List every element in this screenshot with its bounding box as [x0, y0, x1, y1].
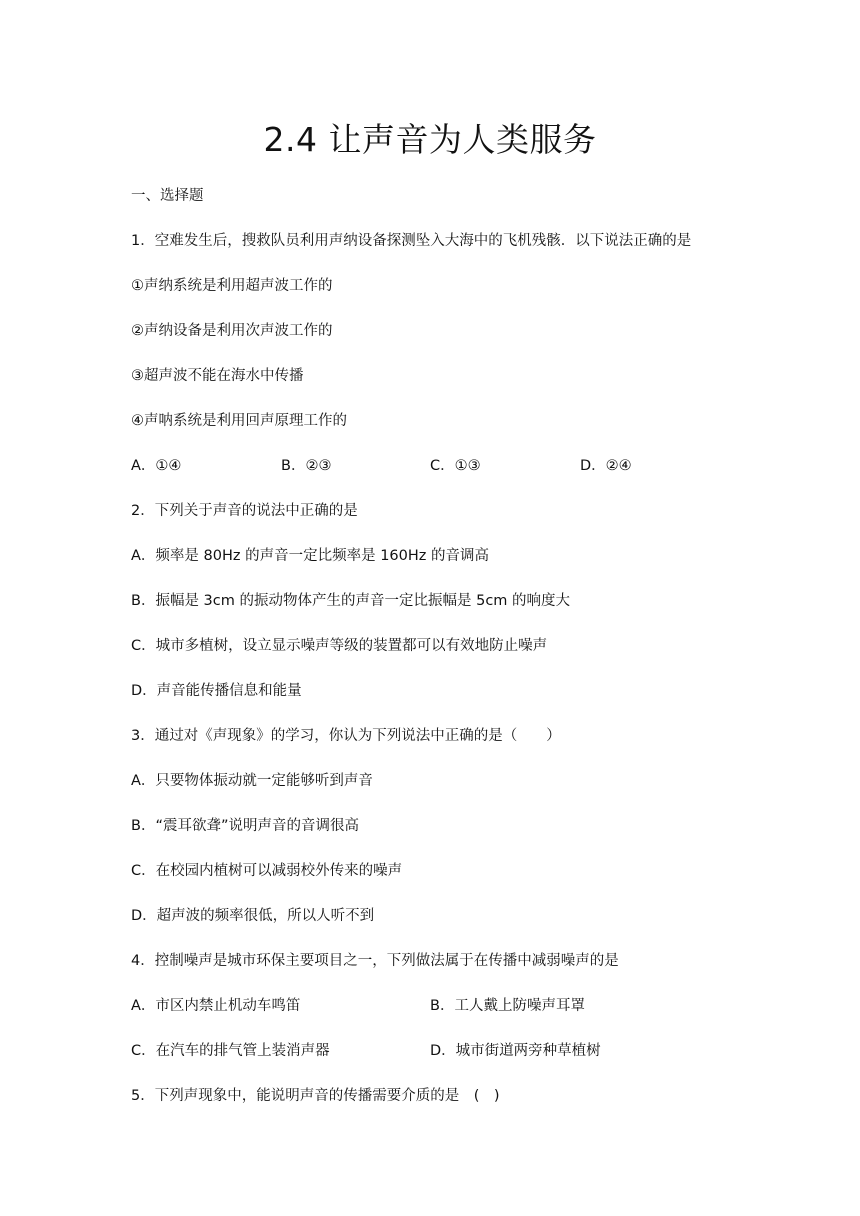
page-title: 2.4 让声音为人类服务 — [263, 120, 597, 159]
question-2-stem: 2．下列关于声音的说法中正确的是 — [131, 503, 358, 519]
question-3-option-d: D．超声波的频率很低，所以人听不到 — [131, 908, 375, 924]
question-1-statement-4: ④声呐系统是利用回声原理工作的 — [131, 413, 347, 429]
question-4-option-c: C．在汽车的排气管上装消声器 — [131, 1043, 330, 1059]
question-2-option-c: C．城市多植树，设立显示噪声等级的装置都可以有效地防止噪声 — [131, 638, 548, 654]
question-3-option-c: C．在校园内植树可以减弱校外传来的噪声 — [131, 863, 403, 879]
question-5-stem: 5．下列声现象中，能说明声音的传播需要介质的是 ( ) — [131, 1088, 500, 1104]
question-2-option-a: A．频率是 80Hz 的声音一定比频率是 160Hz 的音调高 — [131, 548, 490, 564]
question-1-statement-1: ①声纳系统是利用超声波工作的 — [131, 278, 333, 294]
question-2-option-d: D．声音能传播信息和能量 — [131, 683, 302, 699]
question-1-statement-3: ③超声波不能在海水中传播 — [131, 368, 304, 384]
question-4-option-b: B．工人戴上防噪声耳罩 — [430, 998, 585, 1014]
section-heading: 一、选择题 — [131, 188, 204, 204]
question-1-option-b: B．②③ — [281, 458, 332, 474]
question-1-stem: 1．空难发生后，搜救队员利用声纳设备探测坠入大海中的飞机残骸．以下说法正确的是 — [131, 233, 692, 249]
question-3-option-b: B．“震耳欲聋”说明声音的音调很高 — [131, 818, 359, 834]
question-4-stem: 4．控制噪声是城市环保主要项目之一，下列做法属于在传播中减弱噪声的是 — [131, 953, 619, 969]
question-4-option-d: D．城市街道两旁种草植树 — [430, 1043, 601, 1059]
question-4-option-a: A．市区内禁止机动车鸣笛 — [131, 998, 301, 1014]
question-1-option-d: D．②④ — [580, 458, 632, 474]
question-2-option-b: B．振幅是 3cm 的振动物体产生的声音一定比振幅是 5cm 的响度大 — [131, 593, 571, 609]
question-1-option-a: A．①④ — [131, 458, 182, 474]
question-3-option-a: A．只要物体振动就一定能够听到声音 — [131, 773, 373, 789]
question-1-statement-2: ②声纳设备是利用次声波工作的 — [131, 323, 333, 339]
question-3-stem: 3．通过对《声现象》的学习，你认为下列说法中正确的是（ ） — [131, 728, 561, 744]
question-1-option-c: C．①③ — [430, 458, 481, 474]
